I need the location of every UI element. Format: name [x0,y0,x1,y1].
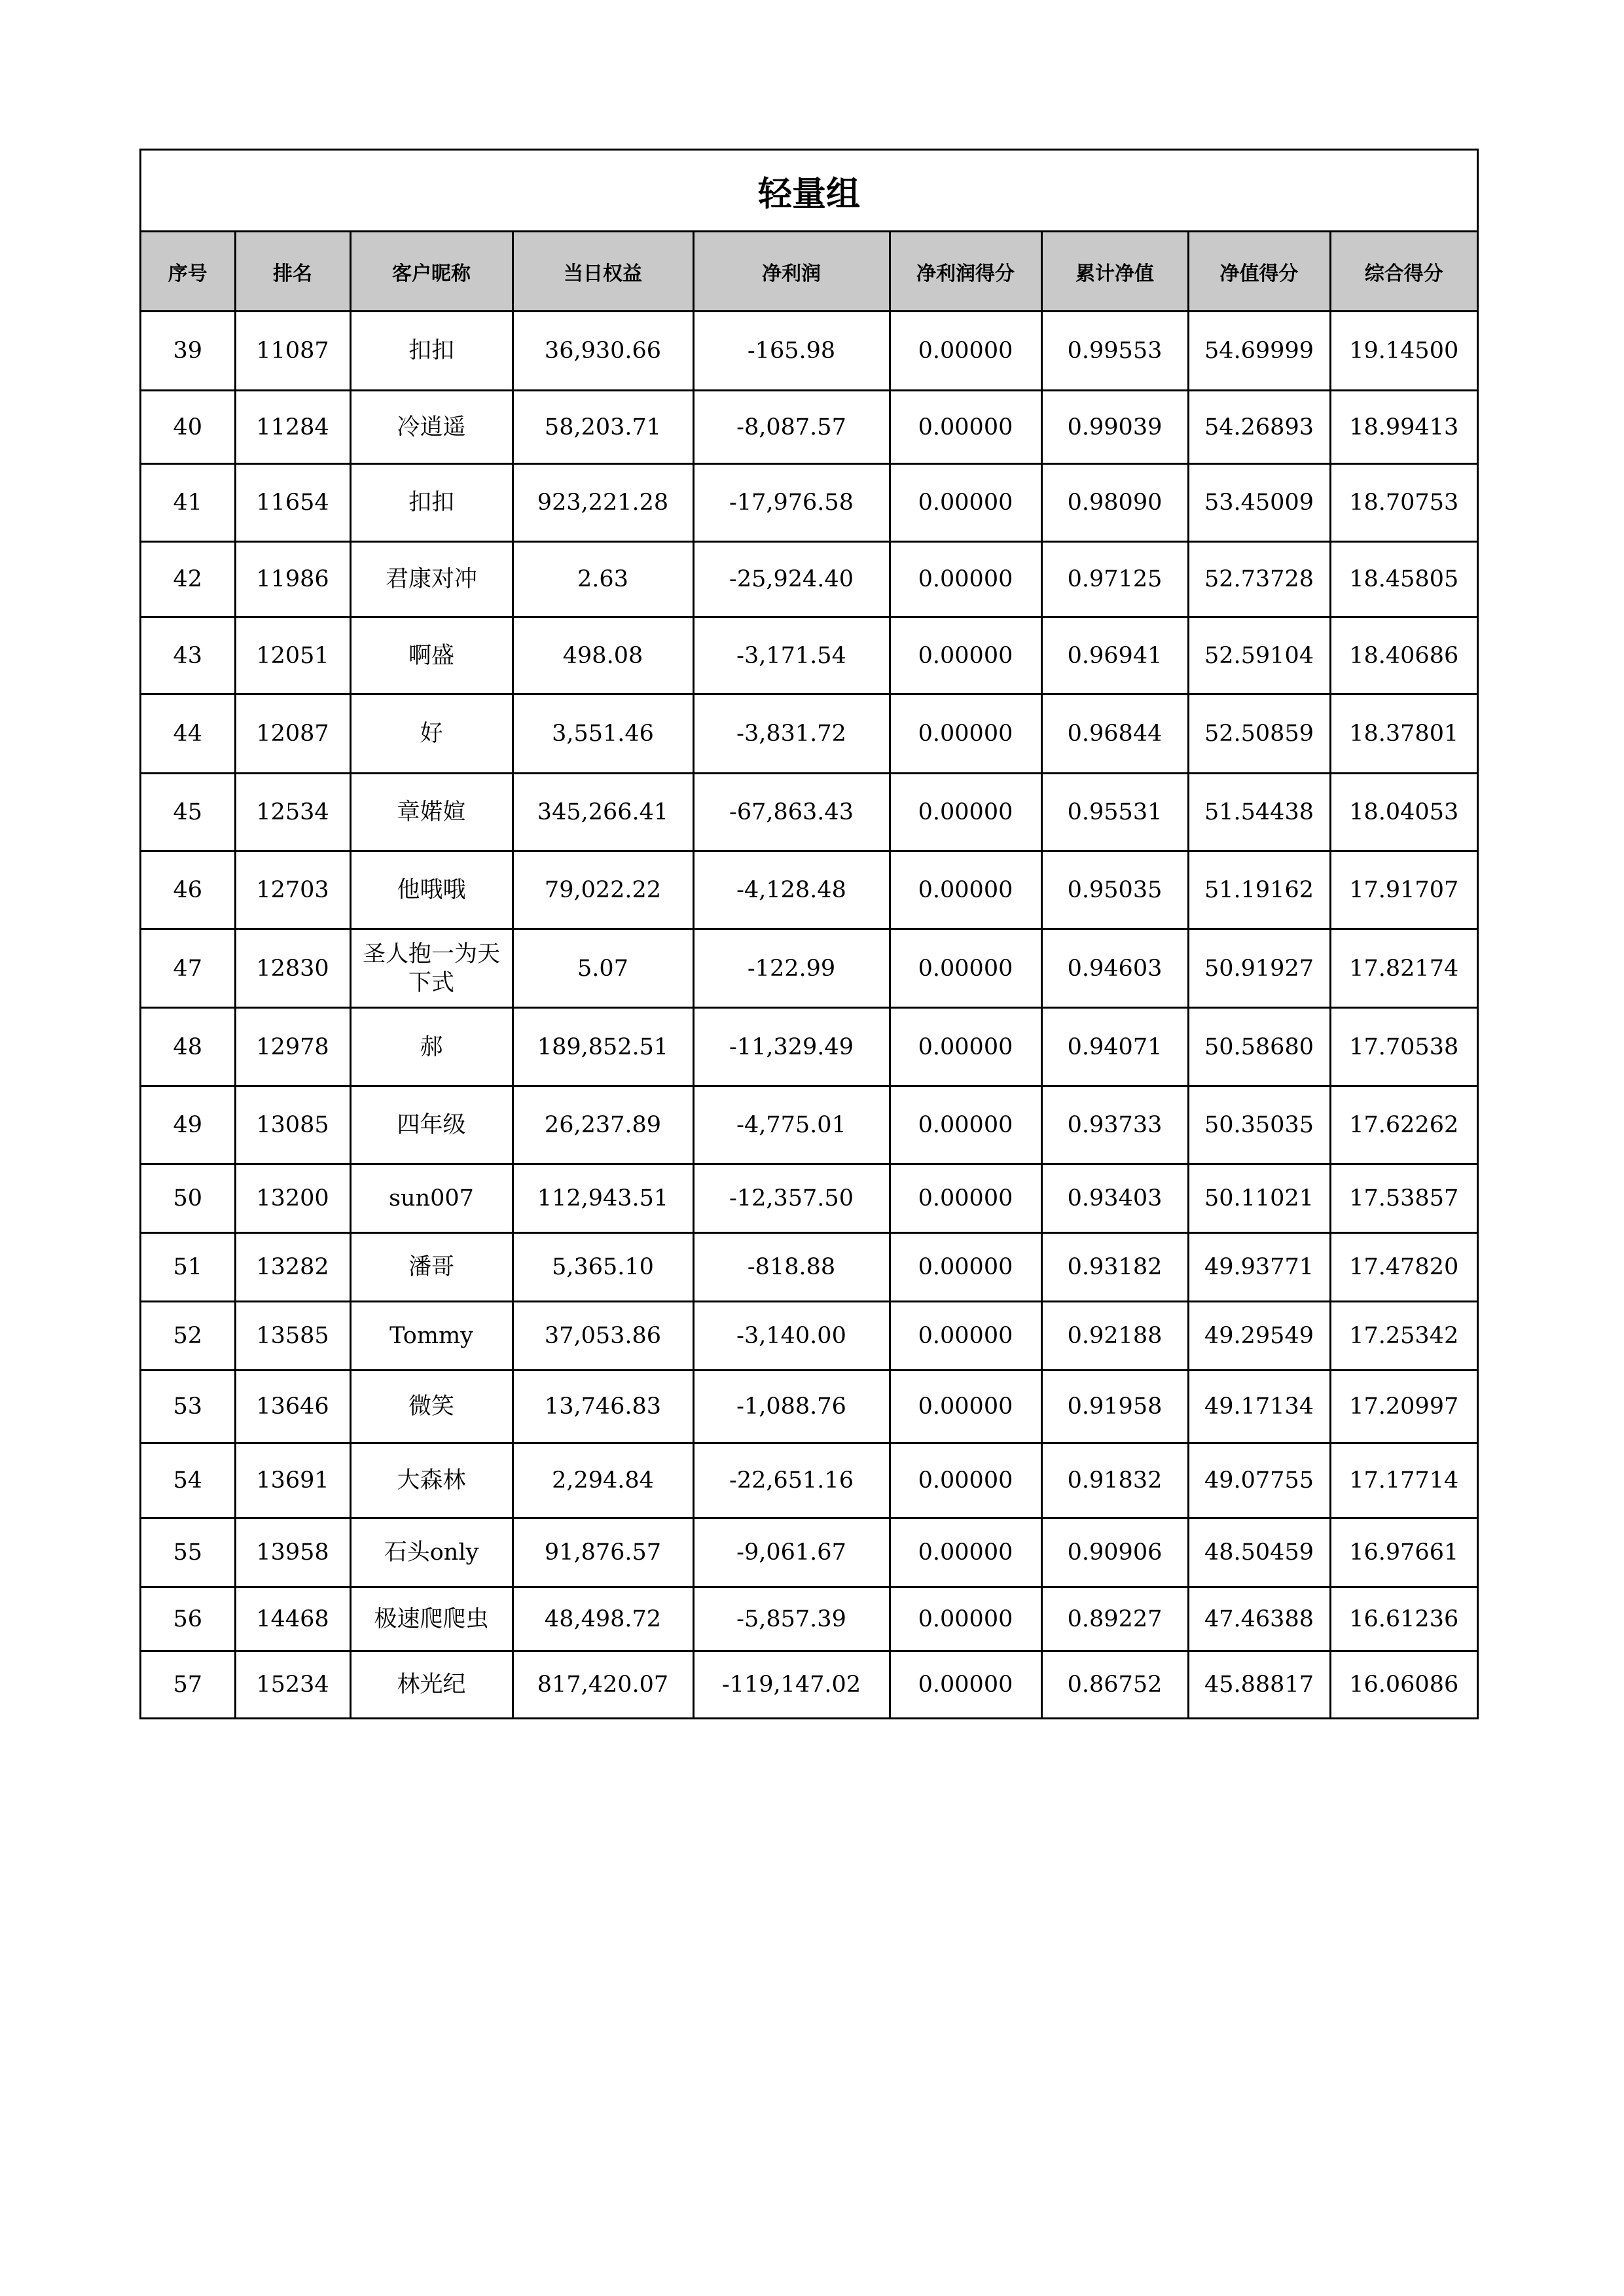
cell-nav-score: 47.46388 [1188,1587,1330,1651]
cell-net-profit: -8,087.57 [693,391,890,464]
table-row [141,391,1477,464]
cell-net-profit: -4,775.01 [693,1086,890,1164]
cell-net-profit: -22,651.16 [693,1443,890,1518]
cell-total-score: 17.20997 [1330,1371,1477,1443]
cell-total-score: 18.37801 [1330,694,1477,774]
cell-net-profit: -119,147.02 [693,1651,890,1717]
cell-profit-score: 0.00000 [890,1587,1041,1651]
cell-profit-score: 0.00000 [890,391,1041,464]
table-row [141,1164,1477,1233]
cell-profit-score: 0.00000 [890,542,1041,617]
cell-index: 41 [141,464,235,542]
cell-total-score: 17.25342 [1330,1302,1477,1371]
cell-equity: 36,930.66 [513,312,693,391]
cell-cumulative-nav: 0.94603 [1041,929,1188,1008]
cell-profit-score: 0.00000 [890,774,1041,852]
cell-nickname: 冷逍遥 [350,391,513,464]
cell-nav-score: 52.50859 [1188,694,1330,774]
cell-nav-score: 49.07755 [1188,1443,1330,1518]
cell-rank: 15234 [235,1651,350,1717]
cell-total-score: 17.47820 [1330,1233,1477,1302]
table-row [141,1302,1477,1371]
cell-equity: 3,551.46 [513,694,693,774]
cell-equity: 5.07 [513,929,693,1008]
cell-nickname: sun007 [350,1164,513,1233]
cell-profit-score: 0.00000 [890,1164,1041,1233]
table-row [141,312,1477,391]
cell-equity: 13,746.83 [513,1371,693,1443]
cell-profit-score: 0.00000 [890,312,1041,391]
cell-total-score: 16.61236 [1330,1587,1477,1651]
cell-nav-score: 54.26893 [1188,391,1330,464]
cell-rank: 12534 [235,774,350,852]
cell-nickname: 他哦哦 [350,852,513,929]
cell-rank: 13585 [235,1302,350,1371]
cell-nickname: 君康对冲 [350,542,513,617]
cell-rank: 13085 [235,1086,350,1164]
cell-cumulative-nav: 0.92188 [1041,1302,1188,1371]
cell-rank: 13200 [235,1164,350,1233]
cell-nickname: 好 [350,694,513,774]
cell-total-score: 16.97661 [1330,1518,1477,1587]
cell-cumulative-nav: 0.99553 [1041,312,1188,391]
cell-profit-score: 0.00000 [890,1651,1041,1717]
cell-total-score: 19.14500 [1330,312,1477,391]
cell-profit-score: 0.00000 [890,929,1041,1008]
col-header-equity: 当日权益 [513,232,693,312]
cell-index: 55 [141,1518,235,1587]
cell-nickname: 四年级 [350,1086,513,1164]
cell-equity: 2.63 [513,542,693,617]
cell-nickname: 极速爬爬虫 [350,1587,513,1651]
cell-index: 50 [141,1164,235,1233]
table-row [141,1443,1477,1518]
cell-nav-score: 53.45009 [1188,464,1330,542]
cell-nav-score: 50.91927 [1188,929,1330,1008]
table-row [141,929,1477,1008]
cell-nav-score: 49.17134 [1188,1371,1330,1443]
cell-nickname: 微笑 [350,1371,513,1443]
cell-net-profit: -17,976.58 [693,464,890,542]
cell-equity: 58,203.71 [513,391,693,464]
cell-nickname: 章婼媗 [350,774,513,852]
sheet-title: 轻量组 [141,151,1477,232]
table-row [141,617,1477,694]
cell-net-profit: -11,329.49 [693,1008,890,1086]
table-row [141,1086,1477,1164]
cell-rank: 13691 [235,1443,350,1518]
cell-cumulative-nav: 0.93733 [1041,1086,1188,1164]
cell-profit-score: 0.00000 [890,1086,1041,1164]
cell-net-profit: -67,863.43 [693,774,890,852]
cell-net-profit: -3,140.00 [693,1302,890,1371]
cell-equity: 923,221.28 [513,464,693,542]
cell-nav-score: 52.59104 [1188,617,1330,694]
col-header-cumulative-nav: 累计净值 [1041,232,1188,312]
cell-nav-score: 49.93771 [1188,1233,1330,1302]
cell-nickname: Tommy [350,1302,513,1371]
cell-total-score: 17.53857 [1330,1164,1477,1233]
cell-equity: 2,294.84 [513,1443,693,1518]
cell-cumulative-nav: 0.86752 [1041,1651,1188,1717]
ranking-table [141,232,1477,1717]
cell-index: 56 [141,1587,235,1651]
table-row [141,694,1477,774]
cell-net-profit: -9,061.67 [693,1518,890,1587]
cell-profit-score: 0.00000 [890,694,1041,774]
cell-rank: 13958 [235,1518,350,1587]
cell-cumulative-nav: 0.96941 [1041,617,1188,694]
cell-profit-score: 0.00000 [890,1371,1041,1443]
cell-rank: 14468 [235,1587,350,1651]
table-row [141,1518,1477,1587]
cell-net-profit: -3,831.72 [693,694,890,774]
col-header-profit-score: 净利润得分 [890,232,1041,312]
cell-index: 51 [141,1233,235,1302]
cell-equity: 817,420.07 [513,1651,693,1717]
cell-nickname: 林光纪 [350,1651,513,1717]
cell-rank: 11986 [235,542,350,617]
cell-cumulative-nav: 0.94071 [1041,1008,1188,1086]
table-row [141,1587,1477,1651]
cell-index: 43 [141,617,235,694]
cell-index: 48 [141,1008,235,1086]
cell-cumulative-nav: 0.91958 [1041,1371,1188,1443]
cell-index: 45 [141,774,235,852]
cell-total-score: 16.06086 [1330,1651,1477,1717]
cell-index: 44 [141,694,235,774]
col-header-net-profit: 净利润 [693,232,890,312]
ranking-sheet [139,149,1479,1719]
cell-rank: 11284 [235,391,350,464]
cell-total-score: 18.70753 [1330,464,1477,542]
cell-cumulative-nav: 0.90906 [1041,1518,1188,1587]
cell-cumulative-nav: 0.95035 [1041,852,1188,929]
cell-nav-score: 49.29549 [1188,1302,1330,1371]
cell-nav-score: 50.11021 [1188,1164,1330,1233]
col-header-nickname: 客户昵称 [350,232,513,312]
cell-rank: 13646 [235,1371,350,1443]
cell-index: 40 [141,391,235,464]
cell-profit-score: 0.00000 [890,1443,1041,1518]
table-row [141,1371,1477,1443]
cell-rank: 11654 [235,464,350,542]
col-header-index: 序号 [141,232,235,312]
cell-nav-score: 54.69999 [1188,312,1330,391]
cell-nickname: 大森林 [350,1443,513,1518]
cell-equity: 189,852.51 [513,1008,693,1086]
cell-rank: 13282 [235,1233,350,1302]
table-row [141,1651,1477,1717]
cell-index: 42 [141,542,235,617]
cell-cumulative-nav: 0.95531 [1041,774,1188,852]
cell-total-score: 18.99413 [1330,391,1477,464]
cell-nav-score: 52.73728 [1188,542,1330,617]
col-header-nav-score: 净值得分 [1188,232,1330,312]
table-row [141,1233,1477,1302]
cell-rank: 12830 [235,929,350,1008]
table-row [141,1008,1477,1086]
cell-net-profit: -3,171.54 [693,617,890,694]
cell-profit-score: 0.00000 [890,1302,1041,1371]
cell-index: 54 [141,1443,235,1518]
cell-equity: 498.08 [513,617,693,694]
cell-rank: 12978 [235,1008,350,1086]
cell-equity: 345,266.41 [513,774,693,852]
cell-profit-score: 0.00000 [890,1233,1041,1302]
cell-nav-score: 45.88817 [1188,1651,1330,1717]
cell-nickname: 潘哥 [350,1233,513,1302]
cell-index: 49 [141,1086,235,1164]
table-row [141,852,1477,929]
cell-cumulative-nav: 0.93403 [1041,1164,1188,1233]
header-row [141,232,1477,312]
cell-rank: 12703 [235,852,350,929]
cell-cumulative-nav: 0.93182 [1041,1233,1188,1302]
cell-net-profit: -1,088.76 [693,1371,890,1443]
table-row [141,464,1477,542]
cell-nickname: 扣扣 [350,312,513,391]
cell-nickname: 啊盛 [350,617,513,694]
cell-nickname: 圣人抱一为天下式 [350,929,513,1008]
cell-equity: 48,498.72 [513,1587,693,1651]
cell-nickname: 郝 [350,1008,513,1086]
cell-profit-score: 0.00000 [890,1518,1041,1587]
table-row [141,774,1477,852]
cell-net-profit: -818.88 [693,1233,890,1302]
table-row [141,542,1477,617]
cell-nickname: 扣扣 [350,464,513,542]
cell-net-profit: -122.99 [693,929,890,1008]
cell-cumulative-nav: 0.98090 [1041,464,1188,542]
cell-equity: 79,022.22 [513,852,693,929]
cell-profit-score: 0.00000 [890,464,1041,542]
cell-cumulative-nav: 0.91832 [1041,1443,1188,1518]
cell-equity: 91,876.57 [513,1518,693,1587]
cell-total-score: 18.45805 [1330,542,1477,617]
cell-total-score: 17.82174 [1330,929,1477,1008]
cell-index: 39 [141,312,235,391]
cell-cumulative-nav: 0.99039 [1041,391,1188,464]
cell-net-profit: -25,924.40 [693,542,890,617]
cell-nav-score: 51.19162 [1188,852,1330,929]
cell-profit-score: 0.00000 [890,617,1041,694]
cell-net-profit: -165.98 [693,312,890,391]
cell-cumulative-nav: 0.96844 [1041,694,1188,774]
cell-total-score: 17.17714 [1330,1443,1477,1518]
cell-rank: 12051 [235,617,350,694]
cell-nav-score: 51.54438 [1188,774,1330,852]
cell-index: 57 [141,1651,235,1717]
cell-equity: 37,053.86 [513,1302,693,1371]
cell-equity: 26,237.89 [513,1086,693,1164]
cell-index: 47 [141,929,235,1008]
cell-net-profit: -12,357.50 [693,1164,890,1233]
cell-net-profit: -5,857.39 [693,1587,890,1651]
col-header-rank: 排名 [235,232,350,312]
cell-total-score: 17.70538 [1330,1008,1477,1086]
cell-nav-score: 48.50459 [1188,1518,1330,1587]
cell-rank: 11087 [235,312,350,391]
cell-nav-score: 50.58680 [1188,1008,1330,1086]
cell-total-score: 17.91707 [1330,852,1477,929]
cell-equity: 112,943.51 [513,1164,693,1233]
cell-index: 52 [141,1302,235,1371]
cell-net-profit: -4,128.48 [693,852,890,929]
cell-profit-score: 0.00000 [890,852,1041,929]
cell-cumulative-nav: 0.97125 [1041,542,1188,617]
cell-nickname: 石头only [350,1518,513,1587]
cell-index: 53 [141,1371,235,1443]
cell-total-score: 17.62262 [1330,1086,1477,1164]
col-header-total-score: 综合得分 [1330,232,1477,312]
cell-index: 46 [141,852,235,929]
cell-total-score: 18.40686 [1330,617,1477,694]
cell-rank: 12087 [235,694,350,774]
cell-profit-score: 0.00000 [890,1008,1041,1086]
cell-cumulative-nav: 0.89227 [1041,1587,1188,1651]
cell-equity: 5,365.10 [513,1233,693,1302]
cell-nav-score: 50.35035 [1188,1086,1330,1164]
cell-total-score: 18.04053 [1330,774,1477,852]
